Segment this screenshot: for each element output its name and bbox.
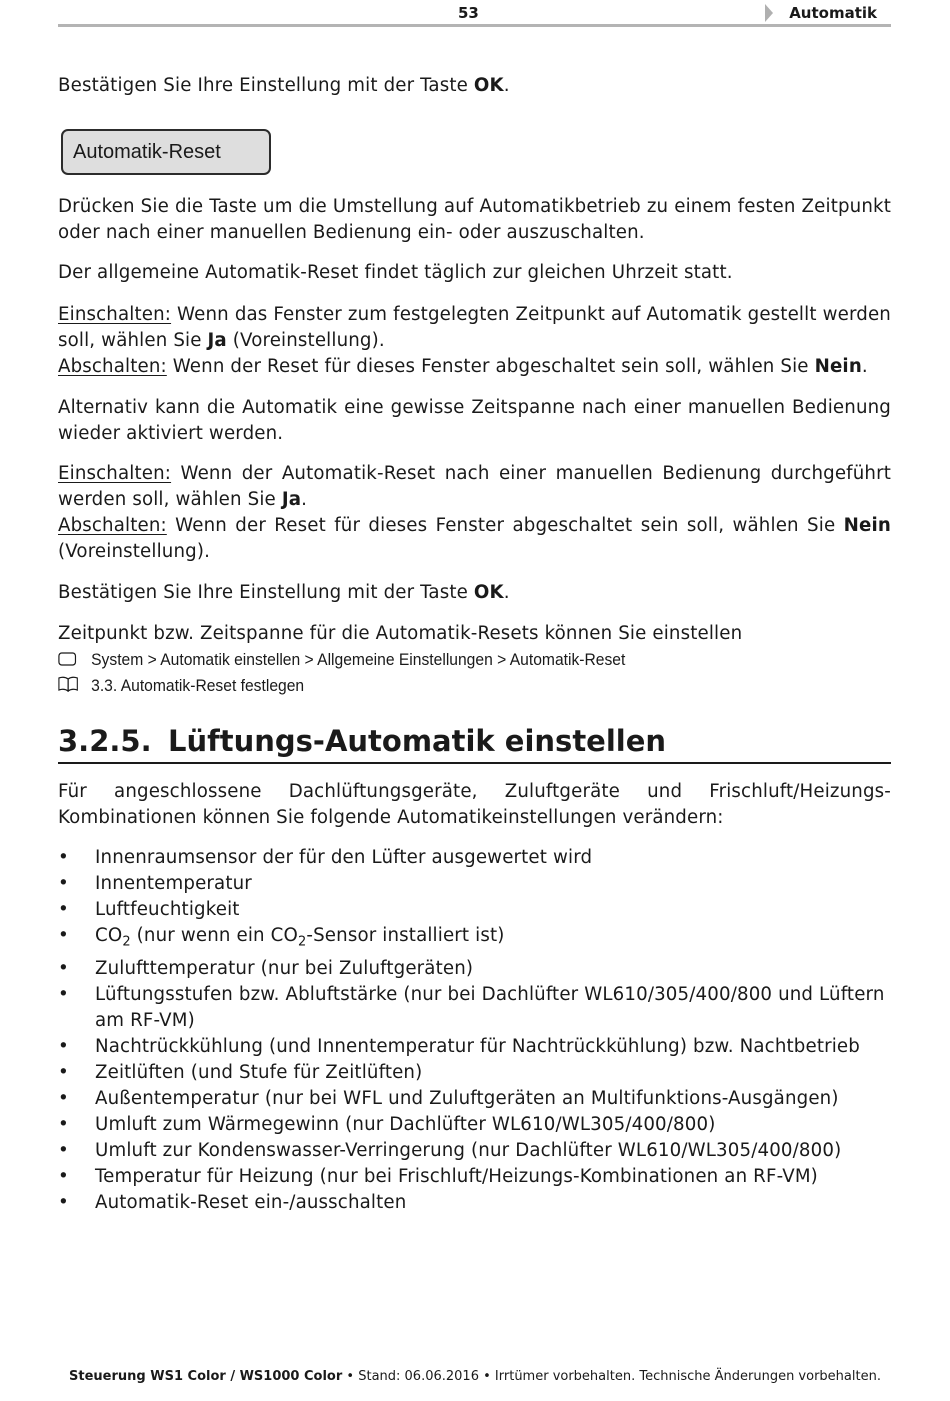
on-label: Einschalten: bbox=[58, 463, 172, 484]
page-number: 53 bbox=[458, 4, 479, 22]
confirm-paragraph-2: Bestätigen Sie Ihre Einstellung mit der Taste OK. bbox=[58, 582, 510, 603]
list-item: • Umluft zur Kondenswasser-Verringerung (nur Dachlüfter WL610/WL305/400/800) bbox=[58, 1139, 842, 1161]
reset-description: Drücken Sie die Taste um die Umstellung auf Automatikbetrieb zu einem festen Zeitpunkt oder nach einer manuellen Bedienung ein- oder auszuschalten. bbox=[58, 196, 891, 243]
manual-reset-options: Einschalten: Wenn der Automatik-Reset nach einer manuellen Bedienung durchgeführt werden soll, wählen Sie Ja. Abschalten: Wenn der Reset für dieses Fenster abgeschaltet sein soll, wählen Sie Nein (Voreinstellung). bbox=[58, 463, 891, 562]
book-icon bbox=[58, 676, 78, 698]
list-item: • $CO_2$ (nur wenn ein $CO_2$-Sensor installiert ist) bbox=[58, 925, 505, 950]
off-label: Abschalten: bbox=[58, 356, 167, 377]
section-arrow-icon bbox=[765, 4, 773, 22]
off-label: Abschalten: bbox=[58, 515, 167, 536]
alternative-note: Alternativ kann die Automatik eine gewisse Zeitspanne nach einer manuellen Bedienung wieder aktiviert werden. bbox=[58, 397, 891, 444]
ok-key: OK bbox=[473, 582, 504, 603]
automatik-reset-button[interactable]: Automatik-Reset bbox=[61, 129, 271, 175]
ventilation-settings-list bbox=[58, 845, 891, 1216]
section-heading bbox=[58, 722, 891, 764]
screen-icon bbox=[58, 650, 78, 672]
list-item: • Innentemperatur bbox=[58, 873, 252, 894]
settings-location-note: Zeitpunkt bzw. Zeitspanne für die Automatik-Resets können Sie einstellen bbox=[58, 623, 743, 644]
footer-date: Stand: 06.06.2016 bbox=[358, 1369, 479, 1384]
page-footer: Steuerung WS1 Color / WS1000 Color • Stand: 06.06.2016 • Irrtümer vorbehalten. Technische Änderungen vorbehalten. bbox=[69, 1369, 881, 1384]
section-number: 3.2.5. bbox=[58, 724, 152, 758]
list-item: • Lüftungsstufen bzw. Abluftstärke (nur bei Dachlüfter WL610/305/400/800 und Lüftern am RF-VM) bbox=[58, 983, 885, 1031]
header-section-title: Automatik bbox=[789, 4, 877, 22]
on-label: Einschalten: bbox=[58, 304, 172, 325]
section-title: Lüftungs-Automatik einstellen bbox=[168, 724, 667, 758]
menu-path bbox=[58, 649, 625, 672]
list-item: • Umluft zum Wärmegewinn (nur Dachlüfter WL610/WL305/400/800) bbox=[58, 1113, 716, 1135]
list-item: • Zulufttemperatur (nur bei Zuluftgeräten) bbox=[58, 957, 474, 979]
manual-reference bbox=[58, 675, 304, 698]
list-item: • Temperatur für Heizung (nur bei Frischluft/Heizungs-Kombinationen an RF-VM) bbox=[58, 1165, 818, 1187]
header-rule bbox=[58, 24, 891, 27]
footer-product: Steuerung WS1 Color / WS1000 Color bbox=[69, 1369, 343, 1384]
footer-disclaimer: Irrtümer vorbehalten. Technische Änderungen vorbehalten. bbox=[494, 1369, 881, 1384]
list-item: • Zeitlüften (und Stufe für Zeitlüften) bbox=[58, 1061, 423, 1083]
list-item: • Innenraumsensor der für den Lüfter ausgewertet wird bbox=[58, 847, 593, 868]
reset-daily-note: Der allgemeine Automatik-Reset findet täglich zur gleichen Uhrzeit statt. bbox=[58, 262, 733, 283]
menu-path-text: System > Automatik einstellen > Allgemeine Einstellungen > Automatik-Reset bbox=[91, 650, 626, 669]
page-header bbox=[58, 0, 891, 26]
list-item: • Nachtrückkühlung (und Innentemperatur für Nachtrückkühlung) bzw. Nachtbetrieb bbox=[58, 1035, 860, 1057]
ok-key: OK bbox=[473, 75, 504, 96]
section-intro: Für angeschlossene Dachlüftungsgeräte, Zuluftgeräte und Frischluft/Heizungs-Kombinationen können Sie folgende Automatikeinstellungen verändern: bbox=[58, 781, 891, 828]
manual-reference-text: 3.3. Automatik-Reset festlegen bbox=[91, 676, 305, 695]
list-item: • Automatik-Reset ein-/ausschalten bbox=[58, 1191, 407, 1213]
list-item: • Luftfeuchtigkeit bbox=[58, 899, 240, 920]
fixed-time-options: Einschalten: Wenn das Fenster zum festgelegten Zeitpunkt auf Automatik gestellt werden soll, wählen Sie Ja (Voreinstellung). Abschalten: Wenn der Reset für dieses Fenster abgeschaltet sein soll, wählen Sie Nein. bbox=[58, 304, 891, 377]
confirm-paragraph: Bestätigen Sie Ihre Einstellung mit der Taste OK. bbox=[58, 75, 510, 96]
list-item: • Außentemperatur (nur bei WFL und Zuluftgeräten an Multifunktions-Ausgängen) bbox=[58, 1087, 839, 1109]
